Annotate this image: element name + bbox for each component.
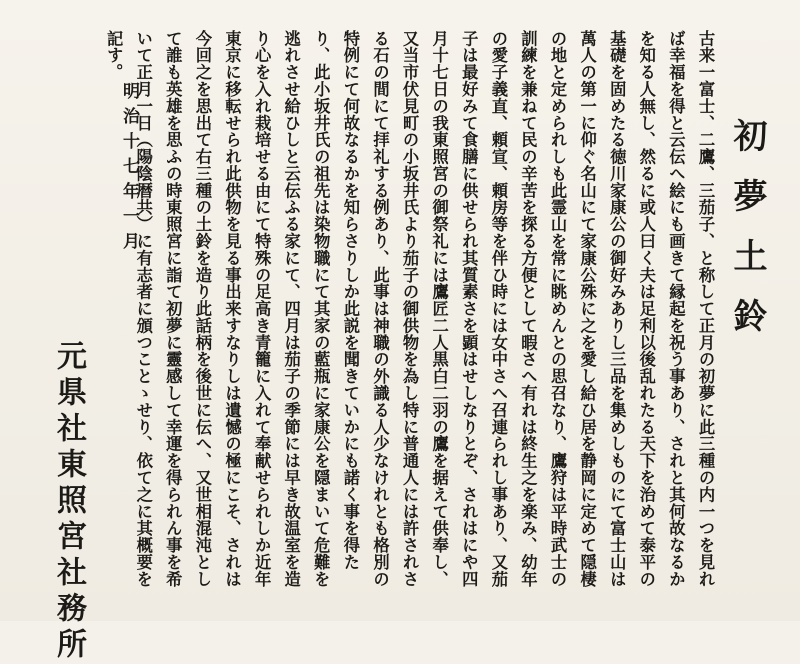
document-signature: 元県社東照宮社務所 (51, 340, 86, 664)
document-date: 明治十七年一月 (119, 82, 139, 257)
body-text: 古来一富士、二鷹、三茄子、と称して正月の初夢に此三種の内一つを見れば幸福を得と云伝へ絵にも画きて縁起を祝う事あり、されと其何故なるかを知る人無し、然るに或人曰く夫は足利以後乱れたる天下を治めて泰平の基礎を固めたる徳川家康公の御好みありし三品を集めしものにて富士山は萬人の第一に仰ぐ名山にて家康公殊に之を愛し給ひ居を静岡に定めて隠棲の地と定められしも此霊山を常に眺めんとの思召なり、鷹狩は平時武士の訓練を兼ねて民の辛苦を探る方便として暇さへ有れは終生之を楽み、幼年の愛子義直、頼宣、頼房等を伴ひ時には女中さへ召連られし事あり、又茄子は最好みて食膳に供せられ其質素さを顕はせしなりとぞ、されはにや四月十七日の我東照宮の御祭礼には鷹匠二人黒白二羽の鷹を据えて供奉し、又当市伏見町の小坂井氏より茄子の御供物を為し特に普通人には許されさる石の間にて拝礼する例あり、此事は神職の外識る人少なけれとも格別の特例にて何故なるかを知らさりしか此説を聞きていかにも諾く事を得たり、此小坂井氏の祖先は染物職にて其家の藍瓶に家康公を隠まいて危難を逃れさせ給ひしと云伝ふる家にて、四月は茄子の季節には早き故温室を造り心を入れ栽培せる由にて特殊の足高き青籠に入れて奉献せられしか近年東京に移転せられ此供物を見る事出来すなりしは遺憾の極にこそ、されは今回之を思出て右三種の土鈴を造り此話柄を後世に伝へ、又世相混沌として誰も英雄を思ふの時東照宮に詣て初夢に靈感して幸運を得られん事を希いて正月一日（陽陰暦共）に有志者に頒つことゝせり、依て之に其概要を記す。 (104, 30, 715, 588)
document-title: 初夢土鈴 (727, 118, 767, 358)
